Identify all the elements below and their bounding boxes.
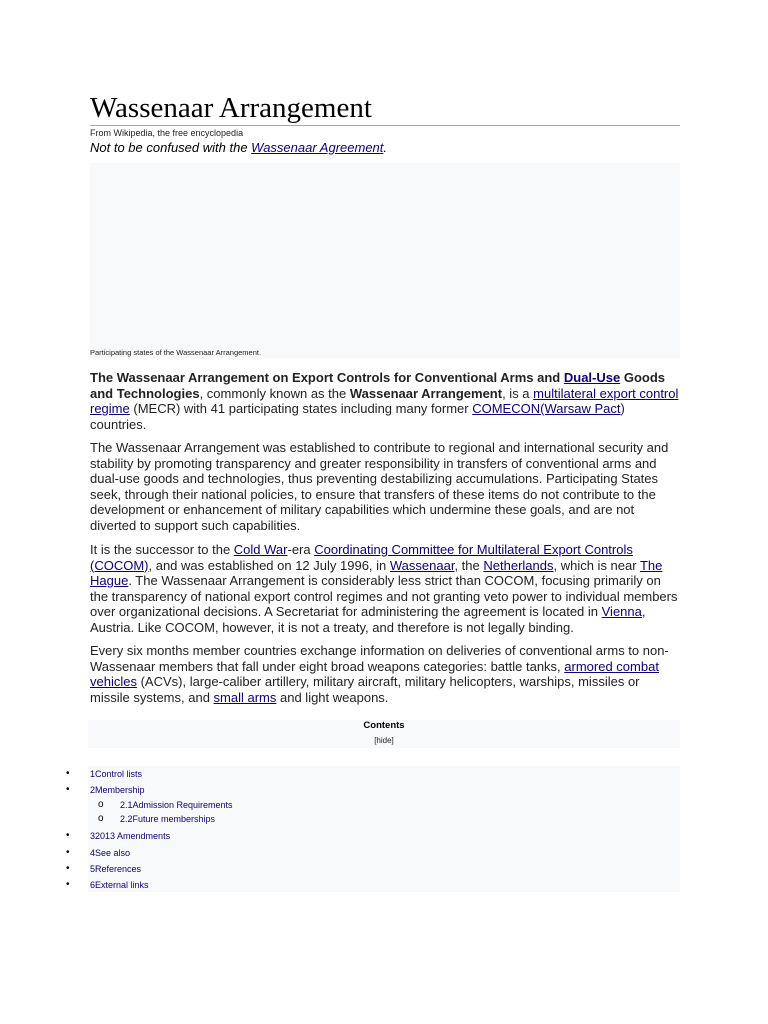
link-dual-use[interactable]: Dual-Use — [563, 370, 621, 385]
toc-header — [88, 720, 680, 748]
text: -era — [287, 542, 315, 557]
bullet-icon: • — [66, 879, 70, 890]
toc-number: 2 — [90, 785, 96, 795]
sub-bullet-icon: o — [98, 799, 104, 810]
toc-hide-toggle[interactable]: [hide] — [374, 736, 394, 745]
hatnote-suffix: . — [383, 140, 388, 155]
paragraph-history — [90, 542, 680, 635]
toc-label: 2013 Amendments — [95, 831, 171, 841]
link-cold-war[interactable]: Cold War — [233, 542, 288, 557]
toc-label: See also — [95, 848, 131, 858]
toc-item-2013-amendments[interactable] — [90, 830, 170, 842]
toc-item-references[interactable] — [90, 863, 141, 875]
toc-number: 5 — [90, 864, 96, 874]
bullet-icon: • — [66, 847, 70, 858]
link-comecon[interactable]: COMECON — [472, 401, 541, 416]
link-wassenaar[interactable]: Wassenaar — [389, 557, 455, 573]
link-the-hague[interactable]: The Hague — [90, 557, 663, 588]
toc-list — [88, 766, 680, 892]
paragraph-reporting — [90, 643, 680, 705]
text: (MECR) with 41 participating states including many former — [129, 401, 473, 416]
toc-item-see-also[interactable] — [90, 847, 130, 859]
toc-number: 2.1 — [120, 800, 133, 810]
link-vienna[interactable]: Vienna — [601, 604, 642, 619]
text: ) countries. — [90, 401, 625, 432]
bullet-icon: • — [66, 768, 70, 779]
text: , commonly known as the — [199, 385, 350, 401]
page-title: Wassenaar Arrangement — [90, 92, 372, 124]
link-cocom[interactable]: Coordinating Committee for Multilateral Export Controls (COCOM) — [90, 542, 633, 573]
toc-item-membership[interactable] — [90, 784, 145, 796]
text: , the — [454, 557, 484, 573]
bold-text: The Wassenaar Arrangement on Export Controls for Conventional Arms and — [90, 370, 564, 385]
toc-item-control-lists[interactable] — [90, 768, 142, 780]
text: (ACVs), large-caliber artillery, military aircraft, military helicopters, warships, missiles or missile systems, and — [90, 674, 640, 705]
link-multilateral-export-control-regime[interactable]: multilateral export control regime — [90, 385, 679, 416]
text: , Austria. Like COCOM, however, it is not a treaty, and therefore is not legally binding. — [90, 604, 646, 635]
link-netherlands[interactable]: Netherlands — [483, 557, 554, 573]
tagline: From Wikipedia, the free encyclopedia — [90, 128, 244, 138]
map-image[interactable] — [90, 163, 680, 358]
paragraph-intro — [90, 370, 680, 432]
link-armored-combat-vehicles[interactable]: armored combat vehicles — [90, 658, 659, 689]
hatnote — [90, 140, 387, 155]
toc-label: Control lists — [95, 769, 143, 779]
paragraph-text: The Wassenaar Arrangement was established to contribute to regional and international security and stability by promoting transparency and greater responsibility in transfers of conventional arms and dual-use goods and technologies, thus preventing destabilizing accumulations. Participating States seek, through their national policies, to ensure that transfers of these items do not contribute to the development or enhancement of military capabilities which undermine these goals, and are not diverted to support such capabilities. — [90, 440, 669, 533]
toc-item-external-links[interactable] — [90, 879, 149, 891]
toc-label: Admission Requirements — [132, 800, 233, 810]
toc-number: 2.2 — [120, 814, 133, 824]
toc-item-admission-requirements[interactable] — [120, 799, 233, 811]
toc-number: 1 — [90, 769, 96, 779]
text: Every six months member countries exchange information on deliveries of conventional arms to non-Wassenaar members that fall under eight broad weapons categories: battle tanks, — [90, 643, 669, 674]
sub-bullet-icon: o — [98, 813, 104, 824]
text: and light weapons. — [276, 689, 389, 705]
toc-label: Future memberships — [132, 814, 216, 824]
text: . The Wassenaar Arrangement is considerably less strict than COCOM, focusing primarily on the transparency of national export control regimes and not granting veto power to individual members over organizational decisions. A Secretariat for administering the agreement is located in — [90, 573, 678, 619]
link-wassenaar-agreement[interactable]: Wassenaar Agreement — [251, 140, 384, 155]
bold-text: Wassenaar Arrangement — [349, 385, 503, 401]
toc-item-future-memberships[interactable] — [120, 813, 215, 825]
link-warsaw-pact[interactable]: (Warsaw Pact — [540, 401, 621, 416]
toc-label: References — [95, 864, 142, 874]
toc-title: Contents — [363, 720, 405, 731]
bold-text: Goods and Technologies — [90, 370, 665, 401]
link-small-arms[interactable]: small arms — [213, 689, 277, 705]
text: , and was established on 12 July 1996, in — [148, 557, 390, 573]
toc-label: External links — [95, 880, 149, 890]
paragraph-purpose — [90, 440, 680, 533]
bullet-icon: • — [66, 830, 70, 841]
text: , which is near — [553, 557, 640, 573]
text: , is a — [502, 385, 534, 401]
bullet-icon: • — [66, 784, 70, 795]
toc-number: 3 — [90, 831, 96, 841]
toc-label: Membership — [95, 785, 145, 795]
toc-number: 6 — [90, 880, 96, 890]
hatnote-prefix: Not to be confused with the — [90, 140, 252, 155]
toc-number: 4 — [90, 848, 96, 858]
title-divider — [90, 125, 680, 126]
map-caption: Participating states of the Wassenaar Arrangement. — [90, 348, 262, 357]
bullet-icon: • — [66, 863, 70, 874]
text: It is the successor to the — [90, 542, 234, 557]
